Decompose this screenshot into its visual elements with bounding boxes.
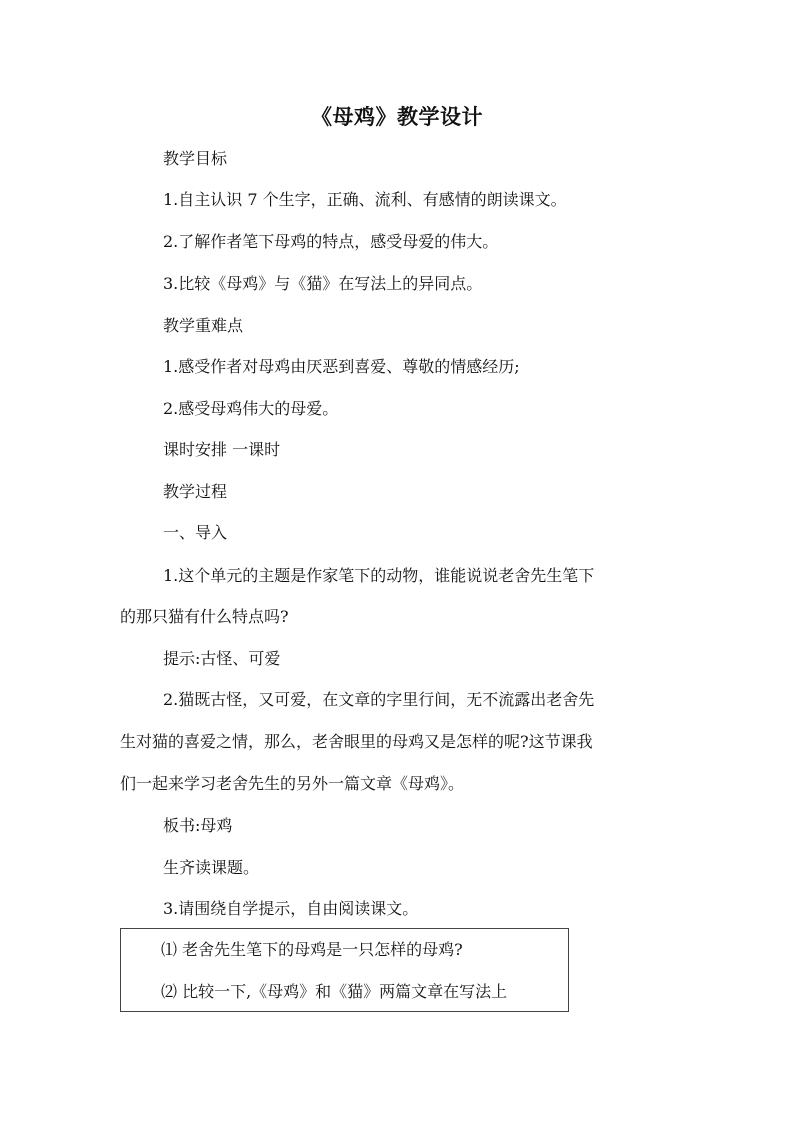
key-point-1: 1.感受作者对母鸡由厌恶到喜爱、尊敬的情感经历; <box>163 357 520 376</box>
heading-process: 教学过程 <box>163 482 228 501</box>
objective-3: 3.比较《母鸡》与《猫》在写法上的异同点。 <box>163 274 483 293</box>
heading-key-points: 教学重难点 <box>163 316 244 335</box>
paragraph-2-line-1: 2.猫既古怪，又可爱，在文章的字里行间，无不流露出老舍先 <box>163 690 595 709</box>
hint-line: 提示:古怪、可爱 <box>163 649 281 668</box>
self-study-line: 3.请围绕自学提示，自由阅读课文。 <box>163 899 419 918</box>
self-study-prompt-box <box>120 928 569 1012</box>
read-title-line: 生齐读课题。 <box>163 858 260 877</box>
objective-1: 1.自主认识 7 个生字，正确、流利、有感情的朗读课文。 <box>163 190 567 209</box>
heading-objectives: 教学目标 <box>163 149 228 168</box>
prompt-item-1: ⑴ 老舍先生笔下的母鸡是一只怎样的母鸡? <box>161 940 463 959</box>
key-point-2: 2.感受母鸡伟大的母爱。 <box>163 399 339 418</box>
objective-2: 2.了解作者笔下母鸡的特点，感受母爱的伟大。 <box>163 232 499 251</box>
paragraph-1-line-2: 的那只猫有什么特点吗? <box>120 607 289 626</box>
paragraph-2-line-3: 们一起来学习老舍先生的另外一篇文章《母鸡》。 <box>120 774 465 793</box>
document-title: 《母鸡》教学设计 <box>311 105 483 129</box>
blackboard-line: 板书:母鸡 <box>163 816 233 835</box>
prompt-item-2: ⑵ 比较一下,《母鸡》和《猫》两篇文章在写法上 <box>161 982 508 1001</box>
paragraph-2-line-2: 生对猫的喜爱之情，那么，老舍眼里的母鸡又是怎样的呢?这节课我 <box>120 732 593 751</box>
section-intro: 一、导入 <box>163 523 228 542</box>
paragraph-1-line-1: 1.这个单元的主题是作家笔下的动物，谁能说说老舍先生笔下 <box>163 566 595 585</box>
schedule-line: 课时安排 一课时 <box>163 440 281 459</box>
